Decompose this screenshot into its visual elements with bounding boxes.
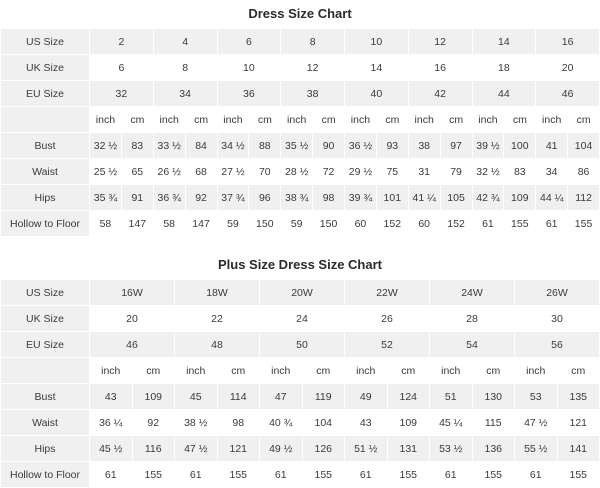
- table-cell: 150: [313, 211, 345, 237]
- row-label: Hips: [1, 185, 90, 211]
- table-cell: 53: [515, 384, 558, 410]
- table-cell: 26 ½: [153, 159, 185, 185]
- table-row: [1, 384, 600, 410]
- table-cell: 34 ½: [217, 133, 249, 159]
- row-label: [1, 107, 90, 133]
- table-cell: inch: [90, 107, 122, 133]
- table-cell: 6: [90, 55, 154, 81]
- table-cell: 43: [345, 410, 388, 436]
- size-chart-block: [0, 0, 600, 237]
- table-cell: 40: [345, 81, 409, 107]
- table-cell: 45: [175, 384, 218, 410]
- table-cell: 20W: [260, 280, 345, 306]
- table-cell: 47: [260, 384, 303, 410]
- table-cell: 29 ½: [345, 159, 377, 185]
- table-row: [1, 410, 600, 436]
- table-cell: 18W: [175, 280, 260, 306]
- table-cell: 47 ½: [175, 436, 218, 462]
- table-cell: 34: [536, 159, 568, 185]
- table-cell: 155: [472, 462, 515, 488]
- table-cell: 38 ¾: [281, 185, 313, 211]
- table-cell: 147: [185, 211, 217, 237]
- table-cell: 45 ¼: [430, 410, 473, 436]
- table-cell: 59: [281, 211, 313, 237]
- table-cell: 16: [536, 29, 600, 55]
- table-cell: cm: [313, 107, 345, 133]
- table-cell: 24W: [430, 280, 515, 306]
- table-cell: 41: [536, 133, 568, 159]
- table-cell: 35 ¾: [90, 185, 122, 211]
- table-cell: 52: [345, 332, 430, 358]
- table-cell: 50: [260, 332, 345, 358]
- table-cell: inch: [345, 107, 377, 133]
- table-cell: 38: [408, 133, 440, 159]
- table-cell: 97: [440, 133, 472, 159]
- table-cell: 35 ½: [281, 133, 313, 159]
- size-table: [0, 279, 600, 488]
- table-cell: 155: [568, 211, 600, 237]
- table-cell: cm: [132, 358, 175, 384]
- table-cell: 38: [281, 81, 345, 107]
- chart-title: Dress Size Chart: [0, 0, 600, 28]
- table-cell: 155: [557, 462, 600, 488]
- table-cell: 61: [536, 211, 568, 237]
- table-cell: cm: [387, 358, 430, 384]
- size-chart-block: [0, 251, 600, 488]
- row-label: Bust: [1, 384, 90, 410]
- table-cell: cm: [121, 107, 153, 133]
- table-cell: 119: [302, 384, 345, 410]
- table-cell: 150: [249, 211, 281, 237]
- table-cell: 86: [568, 159, 600, 185]
- table-cell: 37 ¾: [217, 185, 249, 211]
- table-cell: 24: [260, 306, 345, 332]
- table-cell: 155: [387, 462, 430, 488]
- table-cell: 16W: [90, 280, 175, 306]
- table-row: [1, 211, 600, 237]
- table-cell: 26: [345, 306, 430, 332]
- table-cell: cm: [249, 107, 281, 133]
- table-cell: 155: [504, 211, 536, 237]
- row-label: EU Size: [1, 332, 90, 358]
- table-cell: inch: [515, 358, 558, 384]
- table-cell: 98: [313, 185, 345, 211]
- table-cell: 155: [132, 462, 175, 488]
- table-cell: inch: [217, 107, 249, 133]
- table-cell: 91: [121, 185, 153, 211]
- table-row: [1, 358, 600, 384]
- table-cell: 59: [217, 211, 249, 237]
- table-cell: 101: [376, 185, 408, 211]
- table-cell: cm: [185, 107, 217, 133]
- table-row: [1, 306, 600, 332]
- table-cell: 36 ¾: [153, 185, 185, 211]
- table-cell: 79: [440, 159, 472, 185]
- table-cell: 46: [90, 332, 175, 358]
- table-cell: 61: [430, 462, 473, 488]
- table-cell: 121: [557, 410, 600, 436]
- chart-separator: [0, 237, 600, 251]
- table-cell: 25 ½: [90, 159, 122, 185]
- table-cell: 32: [90, 81, 154, 107]
- table-cell: 92: [185, 185, 217, 211]
- table-cell: 12: [408, 29, 472, 55]
- table-cell: 75: [376, 159, 408, 185]
- table-cell: cm: [568, 107, 600, 133]
- table-cell: 114: [217, 384, 260, 410]
- table-row: [1, 29, 600, 55]
- table-cell: 104: [302, 410, 345, 436]
- table-cell: 98: [217, 410, 260, 436]
- table-cell: 43: [90, 384, 133, 410]
- table-row: [1, 280, 600, 306]
- table-cell: cm: [504, 107, 536, 133]
- table-row: [1, 107, 600, 133]
- table-cell: 12: [281, 55, 345, 81]
- table-cell: cm: [302, 358, 345, 384]
- table-cell: 61: [345, 462, 388, 488]
- table-cell: 20: [536, 55, 600, 81]
- row-label: Hollow to Floor: [1, 462, 90, 488]
- table-cell: 36 ½: [345, 133, 377, 159]
- table-cell: 51: [430, 384, 473, 410]
- table-cell: 88: [249, 133, 281, 159]
- table-cell: 104: [568, 133, 600, 159]
- table-cell: 61: [90, 462, 133, 488]
- row-label: Hollow to Floor: [1, 211, 90, 237]
- row-label: Waist: [1, 159, 90, 185]
- table-row: [1, 81, 600, 107]
- table-cell: 39 ½: [472, 133, 504, 159]
- table-cell: inch: [153, 107, 185, 133]
- table-cell: 42: [408, 81, 472, 107]
- table-cell: 109: [132, 384, 175, 410]
- table-cell: 36 ¼: [90, 410, 133, 436]
- table-cell: inch: [345, 358, 388, 384]
- table-cell: 152: [440, 211, 472, 237]
- table-cell: 36: [217, 81, 281, 107]
- table-cell: 46: [536, 81, 600, 107]
- table-cell: 93: [376, 133, 408, 159]
- table-cell: inch: [175, 358, 218, 384]
- table-cell: 126: [302, 436, 345, 462]
- table-cell: 44 ¼: [536, 185, 568, 211]
- table-cell: inch: [260, 358, 303, 384]
- table-row: [1, 159, 600, 185]
- size-table: [0, 28, 600, 237]
- table-row: [1, 436, 600, 462]
- table-cell: 83: [504, 159, 536, 185]
- table-cell: 45 ½: [90, 436, 133, 462]
- table-cell: 14: [472, 29, 536, 55]
- table-cell: cm: [217, 358, 260, 384]
- table-cell: 83: [121, 133, 153, 159]
- table-cell: 10: [217, 55, 281, 81]
- table-row: [1, 55, 600, 81]
- table-cell: 28: [430, 306, 515, 332]
- row-label: [1, 358, 90, 384]
- table-cell: inch: [430, 358, 473, 384]
- table-cell: 38 ½: [175, 410, 218, 436]
- table-cell: 141: [557, 436, 600, 462]
- table-cell: cm: [557, 358, 600, 384]
- table-cell: 51 ½: [345, 436, 388, 462]
- table-cell: 26W: [515, 280, 600, 306]
- table-cell: 61: [472, 211, 504, 237]
- table-cell: 131: [387, 436, 430, 462]
- table-cell: 135: [557, 384, 600, 410]
- table-row: [1, 332, 600, 358]
- table-cell: 115: [472, 410, 515, 436]
- table-cell: 155: [217, 462, 260, 488]
- row-label: Waist: [1, 410, 90, 436]
- table-row: [1, 462, 600, 488]
- table-cell: 44: [472, 81, 536, 107]
- table-cell: 2: [90, 29, 154, 55]
- table-cell: 32 ½: [90, 133, 122, 159]
- table-cell: 124: [387, 384, 430, 410]
- table-cell: 10: [345, 29, 409, 55]
- table-cell: 58: [90, 211, 122, 237]
- table-cell: 96: [249, 185, 281, 211]
- table-cell: 41 ¼: [408, 185, 440, 211]
- table-cell: cm: [376, 107, 408, 133]
- table-cell: cm: [440, 107, 472, 133]
- table-cell: 60: [408, 211, 440, 237]
- table-cell: 84: [185, 133, 217, 159]
- table-cell: inch: [536, 107, 568, 133]
- table-cell: inch: [472, 107, 504, 133]
- table-cell: 136: [472, 436, 515, 462]
- table-cell: 54: [430, 332, 515, 358]
- table-cell: 58: [153, 211, 185, 237]
- table-cell: 22W: [345, 280, 430, 306]
- table-cell: 14: [345, 55, 409, 81]
- table-cell: 152: [376, 211, 408, 237]
- table-cell: 61: [260, 462, 303, 488]
- table-cell: 130: [472, 384, 515, 410]
- table-cell: 121: [217, 436, 260, 462]
- table-cell: 49: [345, 384, 388, 410]
- table-cell: 90: [313, 133, 345, 159]
- table-cell: 16: [408, 55, 472, 81]
- table-cell: 20: [90, 306, 175, 332]
- row-label: US Size: [1, 280, 90, 306]
- table-cell: inch: [90, 358, 133, 384]
- table-cell: 8: [153, 55, 217, 81]
- table-cell: 56: [515, 332, 600, 358]
- table-cell: 30: [515, 306, 600, 332]
- table-cell: 61: [515, 462, 558, 488]
- table-cell: 47 ½: [515, 410, 558, 436]
- table-cell: 33 ½: [153, 133, 185, 159]
- chart-title: Plus Size Dress Size Chart: [0, 251, 600, 279]
- table-cell: 61: [175, 462, 218, 488]
- table-cell: 48: [175, 332, 260, 358]
- table-row: [1, 133, 600, 159]
- table-cell: 116: [132, 436, 175, 462]
- table-cell: 6: [217, 29, 281, 55]
- row-label: UK Size: [1, 55, 90, 81]
- table-cell: 27 ½: [217, 159, 249, 185]
- table-cell: 147: [121, 211, 153, 237]
- table-cell: 31: [408, 159, 440, 185]
- row-label: UK Size: [1, 306, 90, 332]
- table-cell: 72: [313, 159, 345, 185]
- table-cell: 34: [153, 81, 217, 107]
- row-label: Hips: [1, 436, 90, 462]
- row-label: Bust: [1, 133, 90, 159]
- table-cell: 40 ¾: [260, 410, 303, 436]
- table-cell: 53 ½: [430, 436, 473, 462]
- table-cell: 155: [302, 462, 345, 488]
- table-cell: 70: [249, 159, 281, 185]
- table-row: [1, 185, 600, 211]
- table-cell: 109: [387, 410, 430, 436]
- table-cell: 49 ½: [260, 436, 303, 462]
- table-cell: 28 ½: [281, 159, 313, 185]
- table-cell: 92: [132, 410, 175, 436]
- table-cell: 18: [472, 55, 536, 81]
- table-cell: 65: [121, 159, 153, 185]
- table-cell: inch: [408, 107, 440, 133]
- table-cell: 8: [281, 29, 345, 55]
- table-cell: 60: [345, 211, 377, 237]
- table-cell: 32 ½: [472, 159, 504, 185]
- table-cell: 68: [185, 159, 217, 185]
- table-cell: 55 ½: [515, 436, 558, 462]
- table-cell: inch: [281, 107, 313, 133]
- table-cell: 22: [175, 306, 260, 332]
- table-cell: 39 ¾: [345, 185, 377, 211]
- table-cell: 100: [504, 133, 536, 159]
- table-cell: 112: [568, 185, 600, 211]
- table-cell: cm: [472, 358, 515, 384]
- row-label: US Size: [1, 29, 90, 55]
- table-cell: 42 ¾: [472, 185, 504, 211]
- table-cell: 4: [153, 29, 217, 55]
- row-label: EU Size: [1, 81, 90, 107]
- table-cell: 109: [504, 185, 536, 211]
- table-cell: 105: [440, 185, 472, 211]
